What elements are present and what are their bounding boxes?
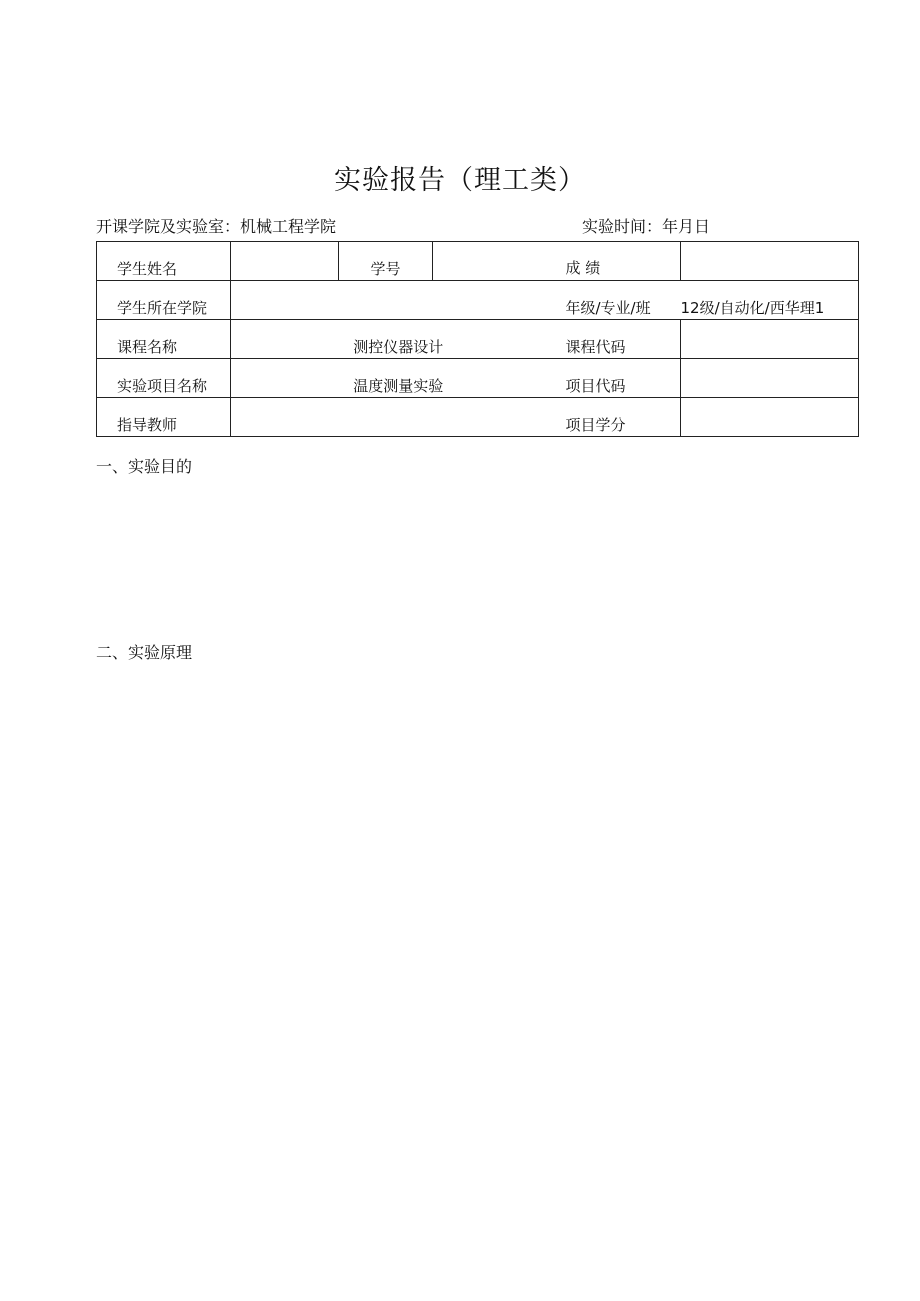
student-id-label-cell (339, 242, 433, 281)
teacher-label-cell (97, 398, 231, 437)
section-principle-heading: 二、实验原理 (96, 643, 193, 662)
grade-value-cell (681, 281, 859, 320)
course-name-label-cell (97, 320, 231, 359)
score-label-char-2: 绩 (585, 259, 601, 277)
project-name-label: 实验项目名称 (117, 377, 208, 395)
table-row (97, 242, 859, 281)
grade-label: 年级/专业/班 (565, 299, 651, 317)
project-name-label-cell (97, 359, 231, 398)
course-code-value[interactable] (681, 320, 859, 359)
table-row (97, 359, 859, 398)
teacher-label: 指导教师 (117, 416, 178, 434)
course-code-label-cell (566, 320, 681, 359)
student-name-label: 学生姓名 (117, 260, 178, 278)
experiment-time-line: 实验时间：年月日 (582, 217, 711, 236)
college-lab-line: 开课学院及实验室：机械工程学院 (96, 217, 337, 236)
college-value[interactable] (231, 281, 566, 320)
credit-label-cell (566, 398, 681, 437)
grade-label-cell (566, 281, 681, 320)
student-name-value[interactable] (231, 242, 339, 281)
report-title: 实验报告（理工类） (334, 165, 586, 196)
project-code-value[interactable] (681, 359, 859, 398)
credit-label: 项目学分 (565, 416, 626, 434)
project-name-value[interactable]: 温度测量实验 (353, 377, 444, 395)
project-code-label-cell (566, 359, 681, 398)
score-value[interactable] (681, 242, 859, 281)
table-row (97, 398, 859, 437)
score-label-char-1: 成 (565, 259, 581, 277)
course-code-label: 课程代码 (565, 338, 626, 356)
info-table (96, 241, 859, 437)
student-name-label-cell (97, 242, 231, 281)
course-name-value[interactable]: 测控仪器设计 (353, 338, 444, 356)
credit-value[interactable] (681, 398, 859, 437)
college-label-cell (97, 281, 231, 320)
project-name-value-cell (231, 359, 566, 398)
score-label (566, 257, 638, 280)
course-name-value-cell (231, 320, 566, 359)
table-row (97, 281, 859, 320)
score-label-cell (566, 242, 681, 281)
grade-value[interactable]: 12级/自动化/西华理1 (680, 299, 825, 317)
table-row (97, 320, 859, 359)
student-id-label: 学号 (370, 260, 401, 278)
teacher-value[interactable] (231, 398, 566, 437)
section-purpose-heading: 一、实验目的 (96, 457, 193, 476)
college-label: 学生所在学院 (117, 299, 208, 317)
student-id-value[interactable] (433, 242, 566, 281)
project-code-label: 项目代码 (565, 377, 626, 395)
course-name-label: 课程名称 (117, 338, 178, 356)
